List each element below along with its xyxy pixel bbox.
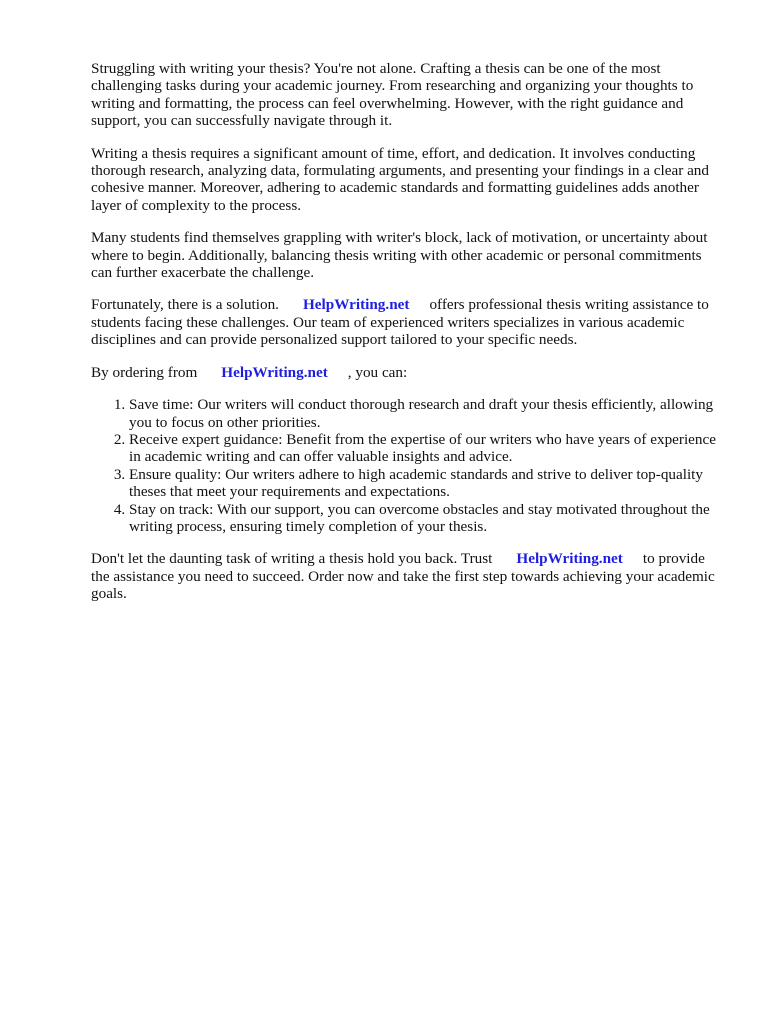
closing-text-start: Don't let the daunting task of writing a thesis hold you back. Trust [91, 550, 493, 568]
requirements-paragraph: Writing a thesis requires a significant amount of time, effort, and dedication. It involves conducting thorough research, analyzing data, formulating arguments, and presenting your findings in a clear and cohesive manner. Moreover, adhering to academic standards and formatting guidelines adds another layer of complexity to the process. [91, 144, 709, 214]
helpwriting-link[interactable]: HelpWriting.net [516, 550, 623, 568]
challenges-paragraph: Many students find themselves grappling with writer's block, lack of motivation, or uncertainty about where to begin. Additionally, balancing thesis writing with other academic or personal commitments can further exacerbate the challenge. [91, 229, 708, 282]
helpwriting-link[interactable]: HelpWriting.net [221, 363, 328, 381]
intro-paragraph: Struggling with writing your thesis? You're not alone. Crafting a thesis can be one of the most challenging tasks during your academic journey. From researching and organizing your thoughts to writing and formatting, the process can feel overwhelming. However, with the right guidance and support, you can successfully navigate through it. [91, 60, 694, 130]
solution-text-start: Fortunately, there is a solution. [91, 296, 279, 314]
ordering-text-end: , you can: [347, 363, 408, 381]
list-item: 1. Save time: Our writers will conduct thorough research and draft your thesis efficiently, allowing you to focus on other priorities. [129, 396, 723, 431]
closing-text-end: to provide the assistance you need to succeed. Order now and take the first step towards achieving your academic goals. [91, 550, 715, 603]
solution-text-end: offers professional thesis writing assistance to students facing these challenges. Our team of experienced writers specializes in various academic disciplines and can provide personalized support tailored to your specific needs. [91, 296, 709, 349]
list-item: 2. Receive expert guidance: Benefit from the expertise of our writers who have years of experience in academic writing and can offer valuable insights and advice. [129, 431, 723, 466]
list-item: 4. Stay on track: With our support, you can overcome obstacles and stay motivated throughout the writing process, ensuring timely completion of your thesis. [129, 501, 723, 536]
helpwriting-link[interactable]: HelpWriting.net [302, 296, 410, 314]
benefits-list [91, 396, 723, 535]
ordering-paragraph [91, 364, 723, 381]
document-body [91, 60, 723, 618]
list-item: 3. Ensure quality: Our writers adhere to high academic standards and strive to deliver top-quality theses that meet your requirements and expectations. [129, 466, 723, 501]
ordering-text-start: By ordering from [91, 363, 198, 381]
solution-paragraph [91, 296, 723, 348]
closing-paragraph [91, 550, 723, 602]
